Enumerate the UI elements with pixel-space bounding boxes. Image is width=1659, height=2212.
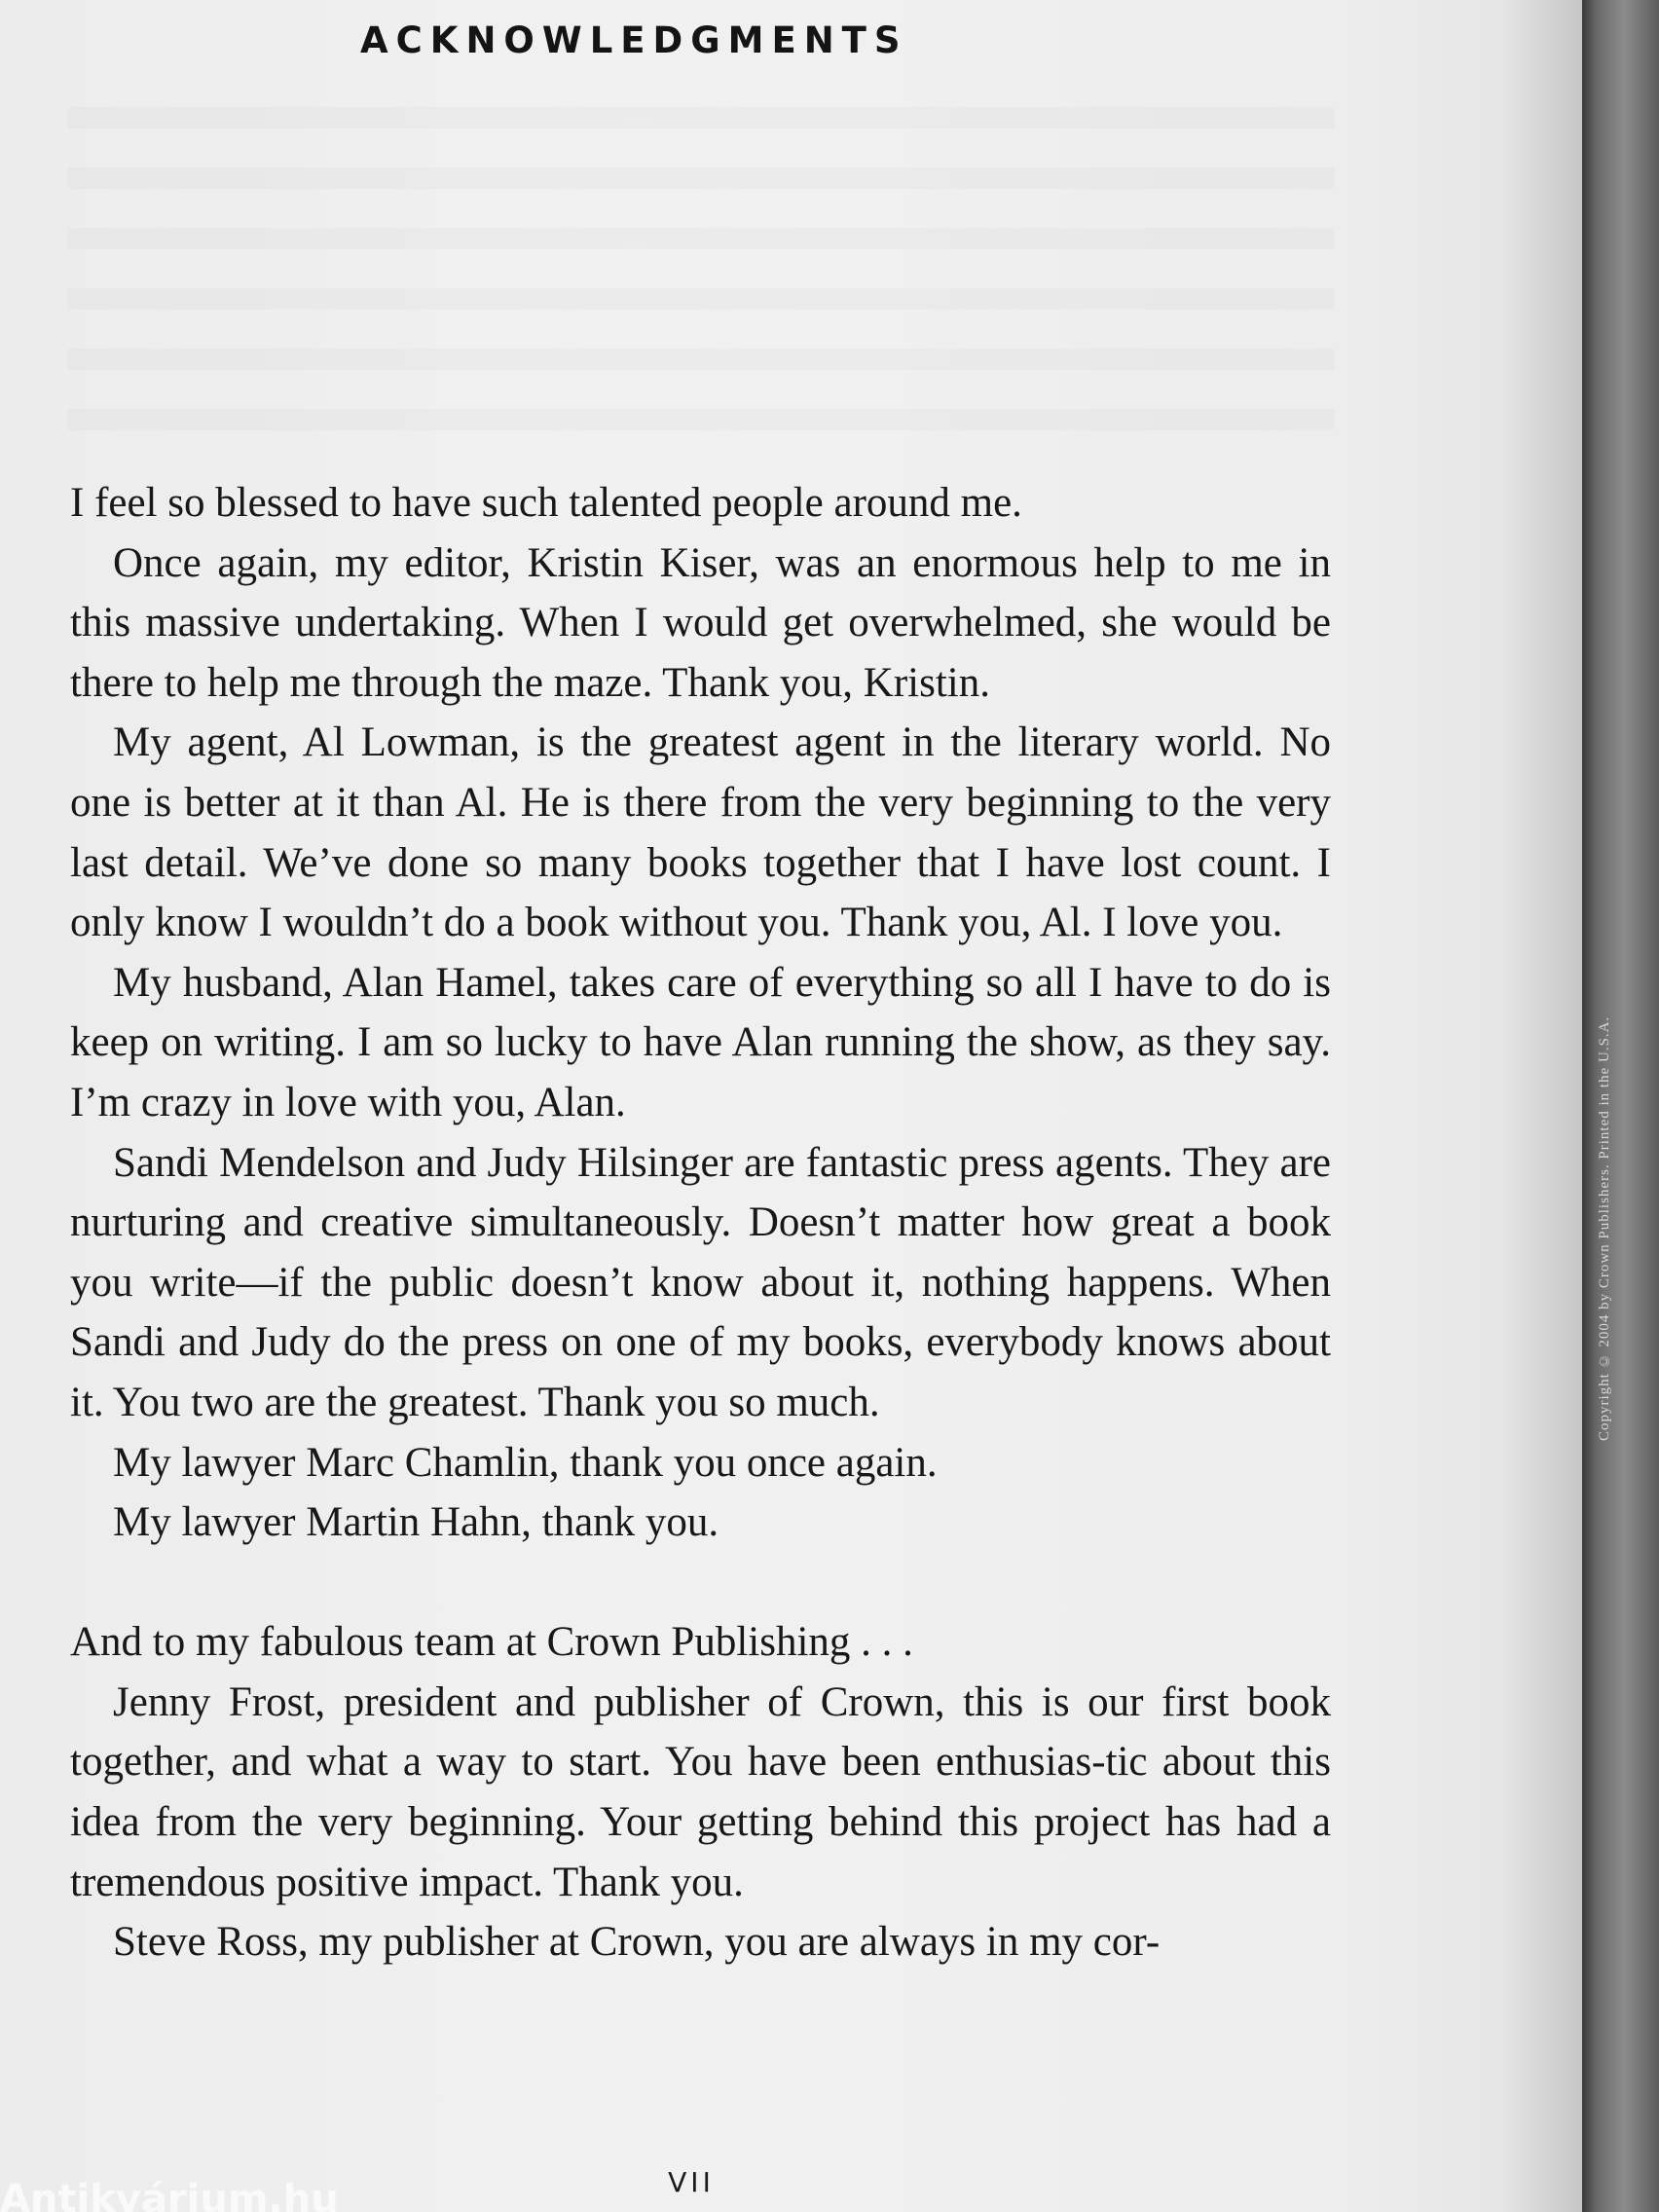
paragraph: And to my fabulous team at Crown Publishing . . . (70, 1619, 913, 1666)
paragraph: My agent, Al Lowman, is the greatest agent in the literary world. No one is better at it than Al. He is there from the very beginning to the very last detail. We’ve done so many books together that I have lost count. I only know I wouldn’t do a book without you. Thank you, Al. I love you. (70, 719, 1331, 946)
page-number: VII (668, 2166, 715, 2198)
paragraph: I feel so blessed to have such talented people around me. (70, 480, 1022, 526)
paragraph: Jenny Frost, president and publisher of Crown, this is our first book together, and what a way to start. You have been enthusias-tic about this idea from the very beginning. Your getting behind this project has had a tremendous positive impact. Thank you. (70, 1678, 1331, 1905)
watermark: Antikvárium.hu (0, 2177, 339, 2212)
paragraph: Steve Ross, my publisher at Crown, you are always in my cor- (113, 1919, 1161, 1966)
body-text (70, 473, 1331, 1972)
paragraph: Once again, my editor, Kristin Kiser, was an enormous help to me in this massive undertaking. When I would get overwhelmed, she would be there to help me through the maze. Thank you, Kristin. (70, 539, 1331, 706)
paragraph: My husband, Alan Hamel, takes care of everything so all I have to do is keep on writing. I am so lucky to have Alan running the show, as they say. I’m crazy in love with you, Alan. (70, 959, 1331, 1125)
bleed-through-texture (68, 68, 1334, 438)
paragraph: Sandi Mendelson and Judy Hilsinger are fantastic press agents. They are nurturing and creative simultaneously. Doesn’t matter how great a book you write—if the public doesn’t know about it, nothing happens. When Sandi and Judy do the press on one of my books, everybody knows about it. You two are the greatest. Thank you so much. (70, 1139, 1331, 1425)
page-shadow (1499, 0, 1582, 2212)
page-heading: ACKNOWLEDGMENTS (360, 19, 908, 61)
paragraph: My lawyer Martin Hahn, thank you. (113, 1499, 719, 1546)
spine-copyright-text: Copyright © 2004 by Crown Publishers. Printed in the U.S.A. (1597, 1015, 1612, 1441)
paragraph: My lawyer Marc Chamlin, thank you once again. (113, 1439, 938, 1486)
book-spine (1582, 0, 1659, 2212)
